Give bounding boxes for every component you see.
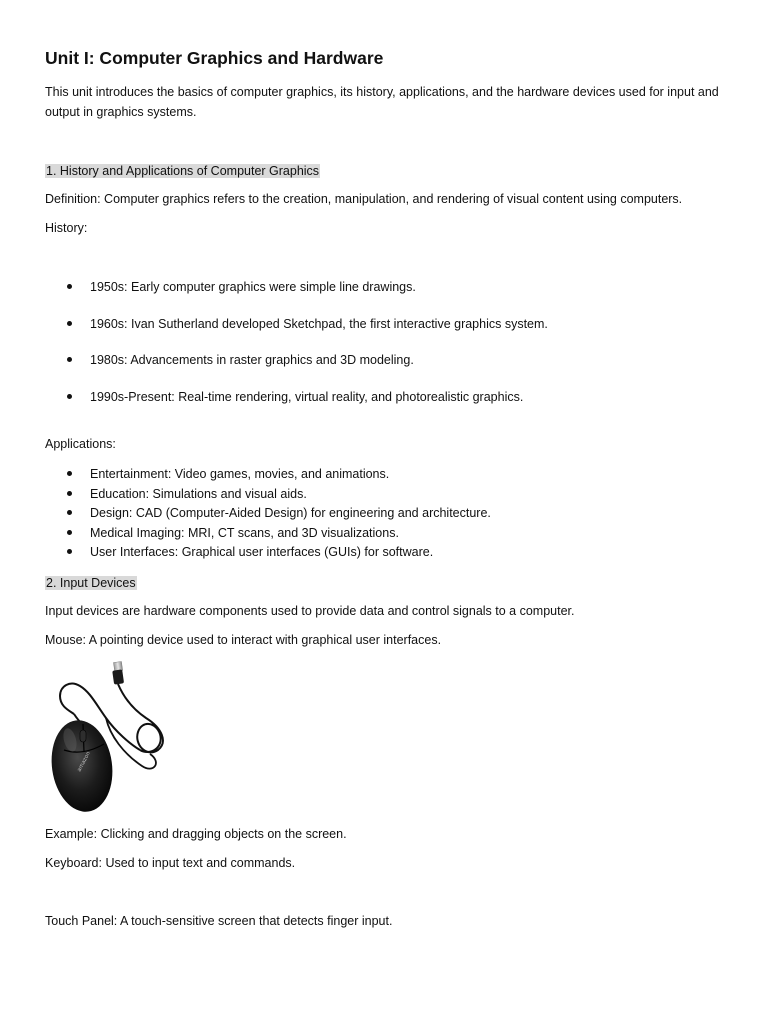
mouse-icon — [46, 658, 170, 814]
mouse-logo-text: amazon — [76, 750, 93, 773]
list-item: Medical Imaging: MRI, CT scans, and 3D visualizations. — [45, 525, 491, 541]
applications-label: Applications: — [45, 437, 116, 451]
bullet-icon — [67, 471, 72, 476]
bullet-icon — [67, 284, 72, 289]
definition-text: Definition: Computer graphics refers to the creation, manipulation, and rendering of visual content using computers. — [45, 192, 683, 206]
section-1-heading-text: 1. History and Applications of Computer Graphics — [46, 164, 320, 178]
list-item: 1960s: Ivan Sutherland developed Sketchpad, the first interactive graphics system. — [45, 316, 548, 332]
section-1-heading — [45, 162, 320, 180]
bullet-icon — [67, 510, 72, 515]
bullet-icon — [67, 357, 72, 362]
list-item: User Interfaces: Graphical user interfaces (GUIs) for software. — [45, 544, 491, 560]
bullet-icon — [67, 394, 72, 399]
mouse-image — [46, 658, 170, 814]
input-devices-intro: Input devices are hardware components used to provide data and control signals to a computer. — [45, 604, 575, 618]
list-item: Entertainment: Video games, movies, and animations. — [45, 466, 491, 482]
bullet-icon — [67, 530, 72, 535]
section-2-heading-text: 2. Input Devices — [46, 576, 136, 590]
list-item: Design: CAD (Computer-Aided Design) for engineering and architecture. — [45, 505, 491, 521]
list-item: 1990s-Present: Real-time rendering, virtual reality, and photorealistic graphics. — [45, 389, 548, 405]
section-2-heading — [45, 574, 137, 592]
keyboard-description: Keyboard: Used to input text and commands. — [45, 856, 296, 870]
applications-list — [45, 466, 491, 560]
bullet-icon — [67, 321, 72, 326]
list-item: Education: Simulations and visual aids. — [45, 486, 491, 502]
mouse-example: Example: Clicking and dragging objects on the screen. — [45, 827, 347, 841]
bullet-icon — [67, 491, 72, 496]
history-label: History: — [45, 221, 88, 235]
list-item: 1950s: Early computer graphics were simple line drawings. — [45, 279, 548, 295]
mouse-description: Mouse: A pointing device used to interact with graphical user interfaces. — [45, 633, 442, 647]
page-title: Unit I: Computer Graphics and Hardware — [45, 48, 384, 68]
history-list — [45, 279, 548, 405]
intro-paragraph: This unit introduces the basics of computer graphics, its history, applications, and the hardware devices used for input and output in graphics systems. — [45, 85, 719, 119]
bullet-icon — [67, 549, 72, 554]
list-item: 1980s: Advancements in raster graphics and 3D modeling. — [45, 352, 548, 368]
touch-panel-description: Touch Panel: A touch-sensitive screen that detects finger input. — [45, 914, 393, 928]
